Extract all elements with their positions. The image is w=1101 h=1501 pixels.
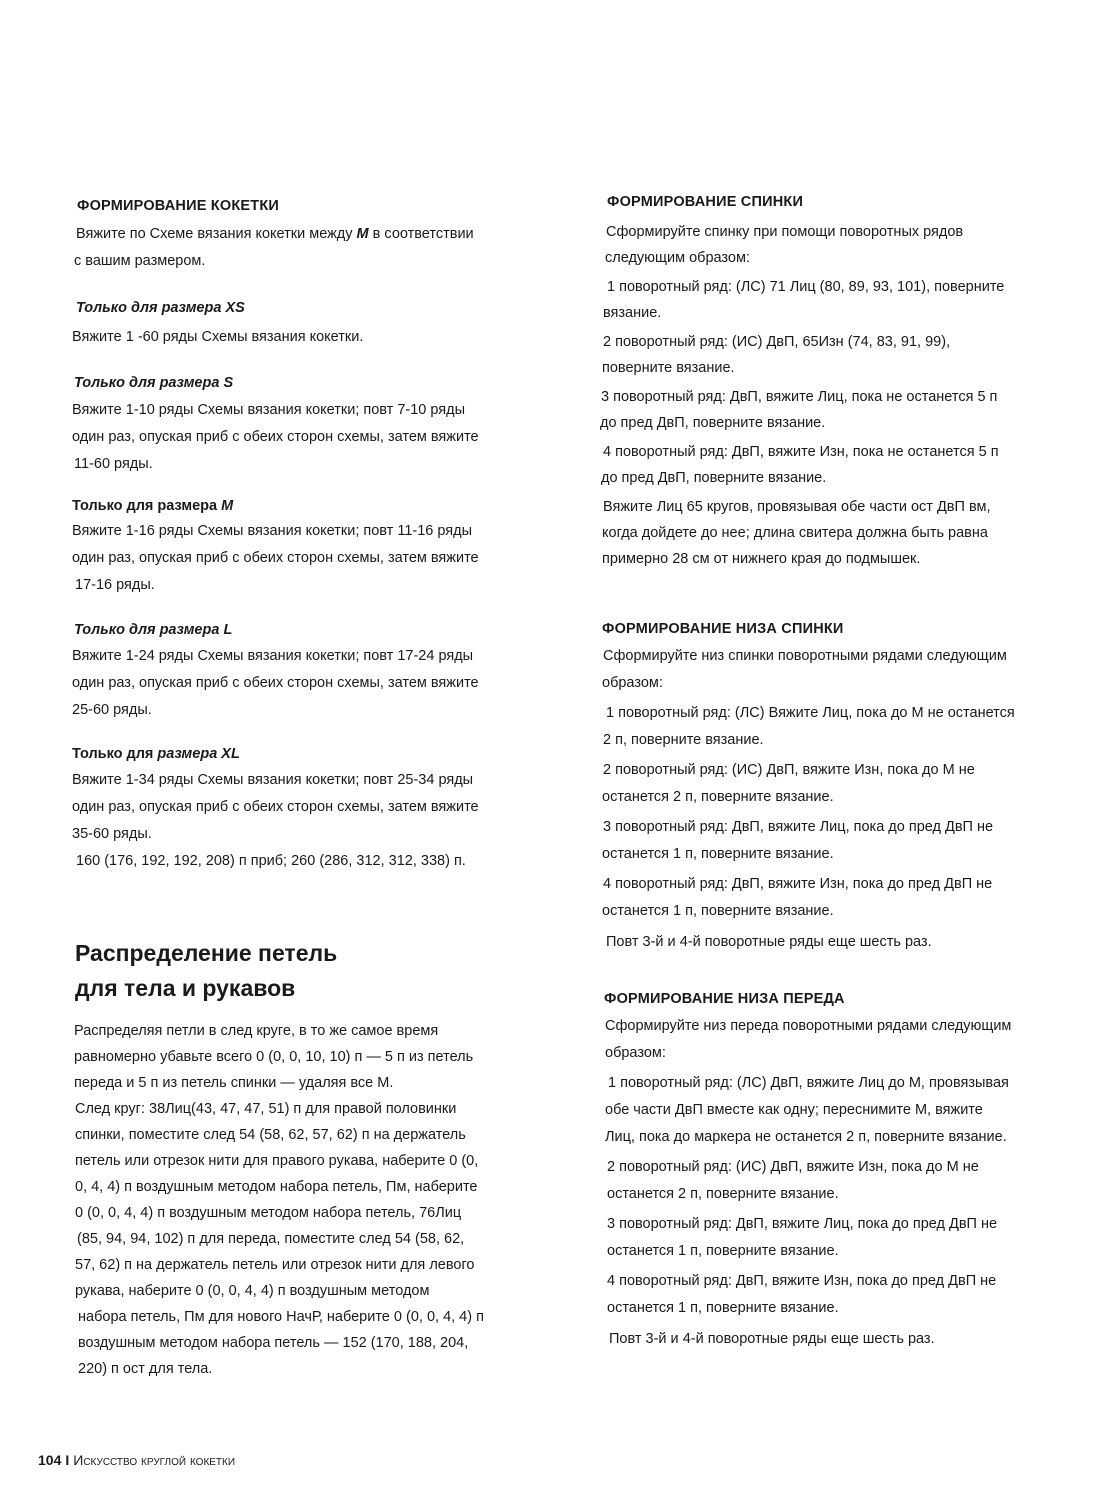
front-bottom-heading: ФОРМИРОВАНИЕ НИЗА ПЕРЕДА xyxy=(604,991,845,1007)
size-s-heading: Только для размера S xyxy=(74,375,234,391)
text-line: 25-60 ряды. xyxy=(72,702,152,718)
text-line: вязание. xyxy=(603,305,662,321)
text-line: переда и 5 п из петель спинки — удаляя все М. xyxy=(74,1075,394,1091)
page-footer xyxy=(38,1452,235,1468)
text-line: 3 поворотный ряд: ДвП, вяжите Лиц, пока до пред ДвП не xyxy=(607,1216,998,1232)
text-line: 0, 4, 4) п воздушным методом набора петель, Пм, наберите xyxy=(75,1179,478,1195)
text-line: останется 1 п, поверните вязание. xyxy=(602,903,834,919)
text-line: останется 1 п, поверните вязание. xyxy=(607,1300,839,1316)
text-line: Сформируйте низ переда поворотными рядами следующим xyxy=(605,1018,1012,1034)
text-line: образом: xyxy=(602,675,663,691)
size-xl-section xyxy=(72,746,542,875)
text-line: 2 поворотный ряд: (ИС) ДвП, вяжите Изн, пока до М не xyxy=(607,1159,979,1175)
text-line: 2 п, поверните вязание. xyxy=(603,732,764,748)
text-line: обе части ДвП вместе как одну; переснимите М, вяжите xyxy=(605,1102,983,1118)
distribution-title xyxy=(75,936,542,1006)
size-m-heading: Только для размера М xyxy=(72,498,234,514)
size-m-text xyxy=(72,518,542,599)
text-line: Сформируйте низ спинки поворотными рядами следующим xyxy=(603,648,1007,664)
text-line: рукава, наберите 0 (0, 0, 4, 4) п воздушным методом xyxy=(75,1283,430,1299)
back-heading: ФОРМИРОВАНИЕ СПИНКИ xyxy=(607,194,804,210)
page-number: 104 xyxy=(38,1452,62,1468)
text-line: останется 1 п, поверните вязание. xyxy=(607,1243,839,1259)
text-line: примерно 28 см от нижнего края до подмышек. xyxy=(602,551,921,567)
text-line: 220) п ост для тела. xyxy=(78,1361,213,1377)
yoke-heading: ФОРМИРОВАНИЕ КОКЕТКИ xyxy=(77,198,279,214)
distribution-title-line: для тела и рукавов xyxy=(75,975,296,1001)
text-line: Повт 3-й и 4-й поворотные ряды еще шесть раз. xyxy=(609,1331,935,1347)
distribution-title-line: Распределение петель xyxy=(75,940,338,966)
text-line: 1 поворотный ряд: (ЛС) 71 Лиц (80, 89, 93, 101), поверните xyxy=(607,279,1005,295)
text-line: спинки, поместите след 54 (58, 62, 57, 62) п на держатель xyxy=(75,1127,466,1143)
text-line: Вяжите 1 -60 ряды Схемы вязания кокетки. xyxy=(72,329,364,345)
text-line: до пред ДвП, поверните вязание. xyxy=(600,415,826,431)
size-xs-text xyxy=(72,324,542,351)
text-line: Лиц, пока до маркера не останется 2 п, поверните вязание. xyxy=(605,1129,1007,1145)
size-s-text xyxy=(72,397,542,478)
text-line: 57, 62) п на держатель петель или отрезок нити для левого xyxy=(75,1257,475,1273)
text-line: 4 поворотный ряд: ДвП, вяжите Изн, пока до пред ДвП не xyxy=(603,876,993,892)
front-bottom-section xyxy=(600,991,1060,1353)
text-line: Вяжите Лиц 65 кругов, провязывая обе части ост ДвП вм, xyxy=(603,499,991,515)
size-l-heading: Только для размера L xyxy=(74,622,233,638)
back-section xyxy=(600,194,1060,572)
text-line: останется 2 п, поверните вязание. xyxy=(607,1186,839,1202)
text-line: Повт 3-й и 4-й поворотные ряды еще шесть раз. xyxy=(606,934,932,950)
text-line: 4 поворотный ряд: ДвП, вяжите Изн, пока до пред ДвП не xyxy=(607,1273,997,1289)
text-line: Сформируйте спинку при помощи поворотных рядов xyxy=(606,224,964,240)
front-bottom-text xyxy=(600,1013,1060,1353)
back-bottom-heading: ФОРМИРОВАНИЕ НИЗА СПИНКИ xyxy=(602,621,844,637)
size-l-text xyxy=(72,643,542,724)
text-line: воздушным методом набора петель — 152 (170, 188, 204, xyxy=(78,1335,469,1351)
text-line: один раз, опуская приб с обеих сторон схемы, затем вяжите xyxy=(72,550,479,566)
text-line: один раз, опуская приб с обеих сторон схемы, затем вяжите xyxy=(72,675,479,691)
text-line: 2 поворотный ряд: (ИС) ДвП, вяжите Изн, пока до М не xyxy=(603,762,975,778)
text-line: останется 1 п, поверните вязание. xyxy=(602,846,834,862)
text-line: 1 поворотный ряд: (ЛС) ДвП, вяжите Лиц до М, провязывая xyxy=(608,1075,1009,1091)
text-line: Вяжите 1-10 ряды Схемы вязания кокетки; повт 7-10 ряды xyxy=(72,402,466,418)
text-line: 0 (0, 0, 4, 4) п воздушным методом набора петель, 76Лиц xyxy=(75,1205,462,1221)
text-line: равномерно убавьте всего 0 (0, 0, 10, 10) п — 5 п из петель xyxy=(74,1049,474,1065)
distribution-section xyxy=(72,936,542,1382)
text-line: следующим образом: xyxy=(605,250,750,266)
size-xl-text xyxy=(72,767,542,875)
book-title: Искусство круглой кокетки xyxy=(73,1452,236,1468)
text-line: 1 поворотный ряд: (ЛС) Вяжите Лиц, пока до М не останется xyxy=(606,705,1015,721)
text-line: 3 поворотный ряд: ДвП, вяжите Лиц, пока не останется 5 п xyxy=(601,389,998,405)
back-bottom-section xyxy=(600,621,1060,956)
footer-separator: I xyxy=(65,1452,70,1468)
text-line: когда дойдете до нее; длина свитера должна быть равна xyxy=(602,525,988,541)
size-s-section xyxy=(72,375,542,478)
text-line: 160 (176, 192, 192, 208) п приб; 260 (286, 312, 312, 338) п. xyxy=(76,853,466,869)
text-line: 17-16 ряды. xyxy=(75,577,155,593)
yoke-section xyxy=(72,198,542,275)
text-line: набора петель, Пм для нового НачР, наберите 0 (0, 0, 4, 4) п xyxy=(78,1309,484,1325)
text-line: до пред ДвП, поверните вязание. xyxy=(601,470,827,486)
text-line: 35-60 ряды. xyxy=(72,826,152,842)
size-xl-heading: Только для размера XL xyxy=(72,746,240,762)
text-line: (85, 94, 94, 102) п для переда, поместите след 54 (58, 62, xyxy=(77,1231,465,1247)
text-line: 11-60 ряды. xyxy=(74,456,153,472)
text-line: Вяжите 1-24 ряды Схемы вязания кокетки; повт 17-24 ряды xyxy=(72,648,474,664)
size-xs-heading: Только для размера XS xyxy=(76,300,245,316)
size-m-section xyxy=(72,498,542,599)
yoke-intro: Вяжите по Схеме вязания кокетки между М в соответствии xyxy=(76,226,474,242)
text-line: петель или отрезок нити для правого рукава, наберите 0 (0, xyxy=(75,1153,479,1169)
text-line: 3 поворотный ряд: ДвП, вяжите Лиц, пока до пред ДвП не xyxy=(603,819,994,835)
text-line: образом: xyxy=(605,1045,666,1061)
text-line: 4 поворотный ряд: ДвП, вяжите Изн, пока не останется 5 п xyxy=(603,444,999,460)
text-line: 2 поворотный ряд: (ИС) ДвП, 65Изн (74, 83, 91, 99), xyxy=(603,334,951,350)
text-line: один раз, опуская приб с обеих сторон схемы, затем вяжите xyxy=(72,429,479,445)
text-line: Распределяя петли в след круге, в то же самое время xyxy=(74,1023,439,1039)
text-line: один раз, опуская приб с обеих сторон схемы, затем вяжите xyxy=(72,799,479,815)
back-bottom-text xyxy=(600,643,1060,956)
size-xs-section xyxy=(72,300,542,351)
text-line: Вяжите 1-34 ряды Схемы вязания кокетки; повт 25-34 ряды xyxy=(72,772,474,788)
distribution-paragraph-2 xyxy=(75,1096,542,1382)
text-line: останется 2 п, поверните вязание. xyxy=(602,789,834,805)
size-l-section xyxy=(72,622,542,724)
text-line: поверните вязание. xyxy=(602,360,735,376)
yoke-intro-line2: с вашим размером. xyxy=(74,253,206,269)
distribution-paragraph-1 xyxy=(74,1018,542,1096)
text-line: Вяжите 1-16 ряды Схемы вязания кокетки; повт 11-16 ряды xyxy=(72,523,473,539)
back-text xyxy=(600,219,1060,572)
text-line: След круг: 38Лиц(43, 47, 47, 51) п для правой половинки xyxy=(75,1101,457,1117)
